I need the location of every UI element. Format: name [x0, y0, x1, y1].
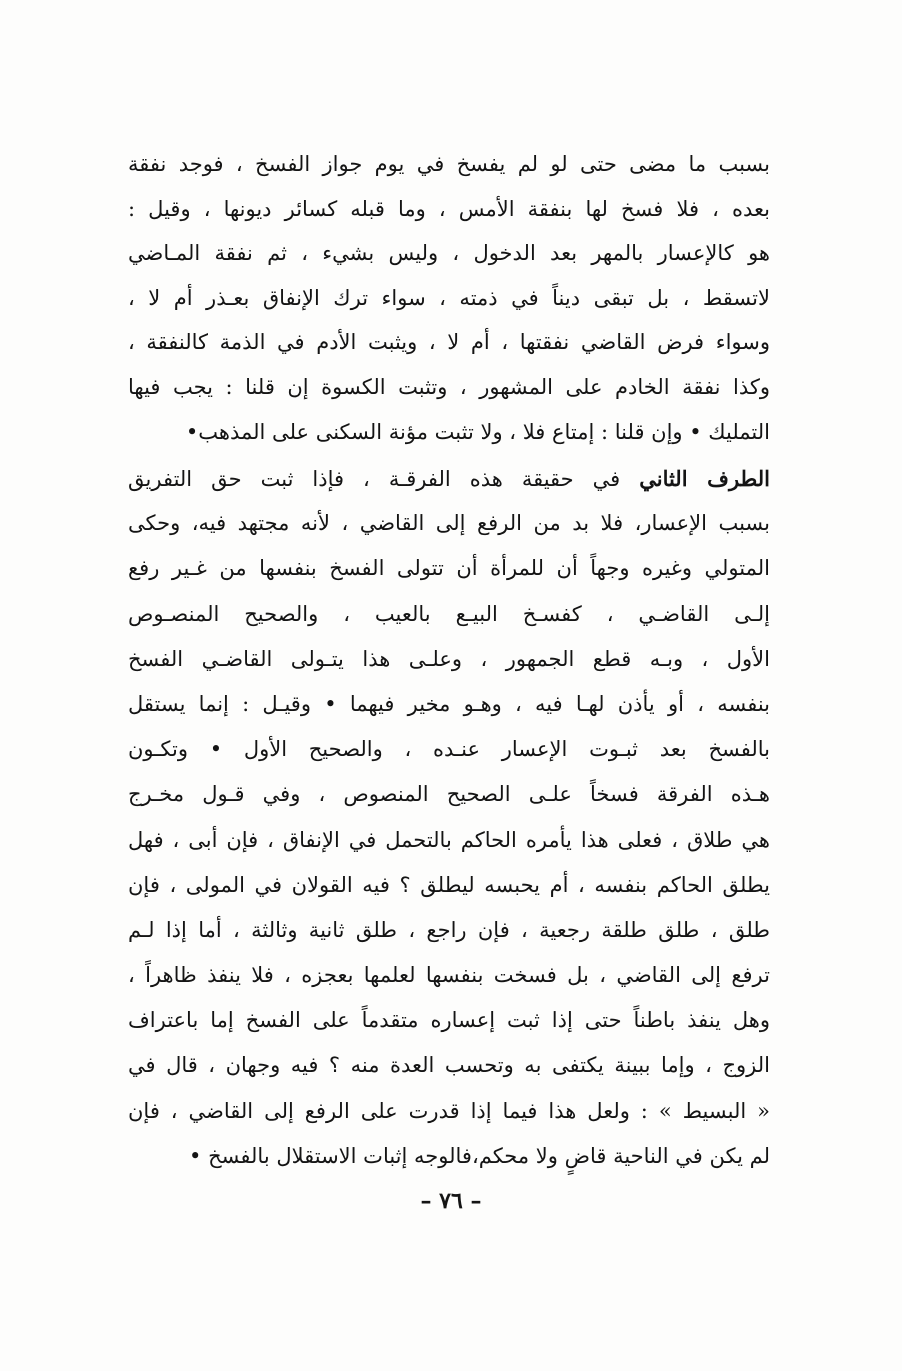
text-line: لم يكن في الناحية قاضٍ ولا محكم،فالوجه إثبات الاستقلال بالفسخ •	[189, 1143, 770, 1168]
text-line: إلـى القاضـي ، كفسـخ البيـع بالعيب ، والصحيح المنصـوص	[128, 601, 770, 626]
text-line: لاتسقط ، بل تبقى ديناً في ذمته ، سواء ترك الإنفاق بعـذر أم لا ،	[128, 285, 770, 310]
text-line: بسبب ما مضى حتى لو لم يفسخ في يوم جواز الفسخ ، فوجد نفقة	[128, 152, 770, 176]
text-line: بالفسخ بعد ثبـوت الإعسار عنـده ، والصحيح الأول • وتكـون	[128, 737, 770, 762]
paragraph-1	[128, 142, 770, 454]
text-line: طلق ، طلق طلقة رجعية ، فإن راجع ، طلق ثانية وثالثة ، أما إذا لـم	[128, 917, 770, 942]
text-line: التمليك • وإن قلنا : إمتاع فلا ، ولا تثبت مؤنة السكنى على المذهب•	[185, 419, 770, 444]
text-line: هـذه الفرقة فسخاً علـى الصحيح المنصوص ، وفي قـول مخـرج	[128, 782, 770, 807]
paragraph-2	[128, 456, 770, 1179]
page-number: – ٧٦ –	[420, 1188, 482, 1214]
section-heading-term: الطرف الثاني	[639, 466, 770, 491]
text-line: الأول ، وبـه قطع الجمهور ، وعلـى هذا يتـولى القاضـي الفسخ	[128, 646, 770, 671]
text-line: الزوج ، وإما ببينة يكتفى به وتحسب العدة منه ؟ فيه وجهان ، قال في	[128, 1053, 770, 1078]
text-line: بنفسه ، أو يأذن لهـا فيه ، وهـو مخير فيهما • وقيـل : إنما يستقل	[128, 691, 770, 716]
text-line-with-heading	[128, 456, 770, 501]
text-line: بسبب الإعسار، فلا بد من الرفع إلى القاضي ، لأنه مجتهد فيه، وحكى	[128, 511, 770, 536]
text-line: يطلق الحاكم بنفسه ، أم يحبسه ليطلق ؟ فيه القولان في المولى ، فإن	[128, 872, 770, 897]
text-line: وكذا نفقة الخادم على المشهور ، وتثبت الكسوة إن قلنا : يجب فيها	[128, 374, 770, 399]
text-line: وسواء فرض القاضي نفقتها ، أم لا ، ويثبت الأدم في الذمة كالنفقة ،	[128, 330, 770, 355]
text-line: هي طلاق ، فعلى هذا يأمره الحاكم بالتحمل في الإنفاق ، فإن أبى ، فهل	[128, 827, 770, 852]
heading-line-rest: في حقيقة هذه الفرقـة ، فإذا ثبت حق التفريق	[128, 467, 621, 491]
text-line: بعده ، فلا فسخ لها بنفقة الأمس ، وما قبله كسائر ديونها ، وقيل :	[128, 196, 770, 221]
text-line: ترفع إلى القاضي ، بل فسخت بنفسها لعلمها بعجزه ، فلا ينفذ ظاهراً ،	[128, 963, 770, 988]
text-line: وهل ينفذ باطناً حتى إذا ثبت إعساره متقدماً على الفسخ إما باعتراف	[128, 1008, 770, 1033]
text-line: المتولي وغيره وجهاً أن للمرأة أن تتولى الفسخ بنفسها من غـير رفع	[128, 556, 770, 581]
text-line: هو كالإعسار بالمهر بعد الدخول ، وليس بشيء ، ثم نفقة المـاضي	[128, 241, 770, 266]
text-line: « البسيط » : ولعل هذا فيما إذا قدرت على الرفع إلى القاضي ، فإن	[128, 1098, 770, 1123]
